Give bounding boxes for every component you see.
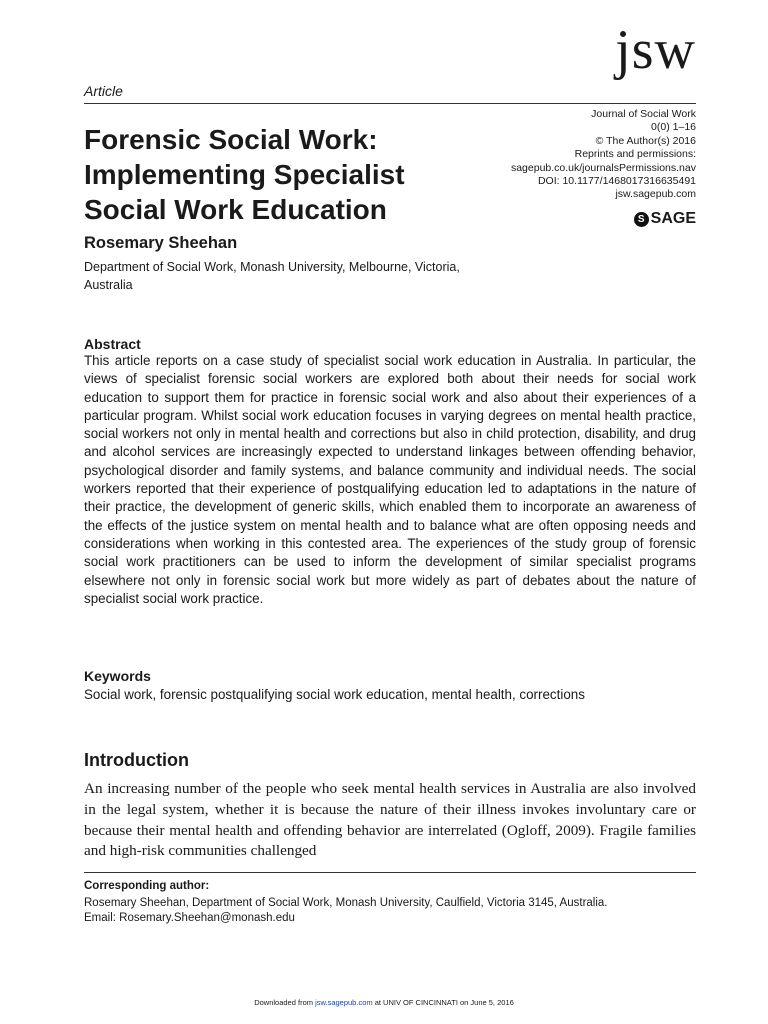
- download-prefix: Downloaded from: [254, 998, 316, 1007]
- keywords-heading: Keywords: [84, 668, 151, 684]
- title-line: Forensic Social Work:: [84, 124, 378, 155]
- abstract-heading: Abstract: [84, 336, 141, 352]
- corresponding-author-address: Rosemary Sheehan, Department of Social Work, Monash University, Caulfield, Victoria 3145, Australia.: [84, 897, 608, 909]
- header-divider: [84, 103, 696, 104]
- title-line: Social Work Education: [84, 194, 387, 225]
- article-title: [84, 122, 484, 227]
- download-suffix: at UNIV OF CINCINNATI on June 5, 2016: [372, 998, 514, 1007]
- title-line: Implementing Specialist: [84, 159, 405, 190]
- doi-line[interactable]: DOI: 10.1177/1468017316635491: [537, 175, 696, 188]
- abstract-text: This article reports on a case study of specialist social work education in Australia. In particular, the views of specialist forensic social workers are explored both about their needs for social work education to support them for practice in forensic social work and also about their experiences of a particular program. Whilst social work education focuses in varying degrees on mental health practice, social workers not only in mental health and corrections but also in child protection, disability, and drug and alcohol services are increasingly expected to understand linkages between offending behavior, psychological disorder and family systems, and balance community and individual needs. The social workers reported that their experience of postqualifying education led to adaptations in the nature of their practice, the development of generic skills, which enabled them to incorporate an awareness of the effects of the justice system on mental health and to balance what are often opposing needs and considerations when working in this contested area. The experiences of the study group of forensic social work practitioners can be used to inform the development of similar specialist programs elsewhere not only in forensic social work but more widely as part of debates about the nature of specialist social work practice.: [84, 353, 696, 606]
- journal-info: [456, 108, 696, 202]
- author-name: Rosemary Sheehan: [84, 234, 238, 252]
- sage-emblem-icon: S: [634, 212, 649, 227]
- journal-name: Journal of Social Work: [591, 108, 696, 120]
- corresponding-author-heading: Corresponding author:: [84, 880, 210, 892]
- article-type-label: Article: [84, 83, 123, 99]
- permissions-link[interactable]: sagepub.co.uk/journalsPermissions.nav: [510, 161, 696, 174]
- introduction-heading: Introduction: [84, 750, 189, 770]
- introduction-text: An increasing number of the people who seek mental health services in Australia are also involved in the legal system, whether it is because the nature of their illness invokes involuntary care or because their mental health and offending behavior are interrelated (Ogloff, 2009). Fragile families and high-risk communities challenged: [84, 780, 696, 860]
- journal-website[interactable]: jsw.sagepub.com: [615, 188, 696, 201]
- download-source-link[interactable]: jsw.sagepub.com: [315, 998, 373, 1007]
- keywords-text: Social work, forensic postqualifying social work education, mental health, corrections: [84, 687, 585, 702]
- sage-wordmark: SAGE: [650, 210, 696, 227]
- journal-logo: jsw: [615, 19, 696, 81]
- footnote-divider: [84, 872, 696, 873]
- sage-logo: [634, 210, 696, 228]
- download-notice: [0, 998, 768, 1007]
- journal-volume: 0(0) 1–16: [651, 121, 696, 134]
- copyright-line: © The Author(s) 2016: [595, 134, 696, 147]
- reprints-label: Reprints and permissions:: [574, 148, 696, 161]
- author-affiliation: Department of Social Work, Monash University, Melbourne, Victoria, Australia: [84, 260, 460, 292]
- corresponding-author-email[interactable]: Email: Rosemary.Sheehan@monash.edu: [84, 912, 295, 924]
